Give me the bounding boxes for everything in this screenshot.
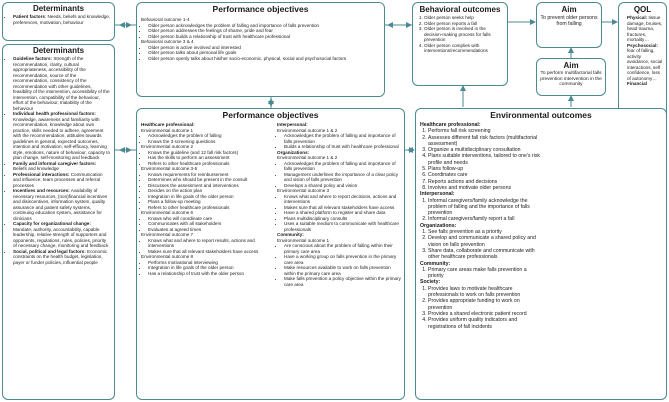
objective-item: • Make resources available to work on falls prevention within the primary care area [284,265,401,276]
patient-factors-text: : Needs, beliefs and knowledge, preferences, motivation, behaviour [13,14,111,25]
environmental-outcomes-box [415,108,667,400]
objective-item: • Has a relationship of trust with the older person [148,271,275,277]
determinant-text: Communication and influence, team processes and referral processes [13,171,103,188]
objective-item: • Acknowledges the problem of falling and importance of falls prevention [284,133,401,144]
environmental-outcome-item: 1. Informal caregivers/family acknowledge the problem of falling and the importance of falls prevention [428,198,540,217]
behavioral-outcome-item: 1. Older person seeks help [424,15,504,21]
aim-intervention-text: To perform multifactorial falls prevention intervention in the community [540,71,602,88]
objective-item: • Plans a follow-up meeting [148,199,275,205]
behavioral-outcomes-list [416,15,504,54]
objective-item: • Integration in life goals of the older person [148,194,275,200]
qol-box [618,2,667,122]
objective-item: • Knows the guideline (and 12 fall risk factors) [148,150,275,156]
objective-item: • Makes sure that all relevant stakeholders have access [284,205,401,211]
objective-item: • Knows who will coordinate care [148,216,275,222]
environmental-outcome-item: 2. Provides appropriate funding to work on prevention [428,298,540,311]
environmental-outcome-item: 1. Provides laws to motivate healthcare professionals to work on falls prevention [428,286,540,299]
determinant-text: Knowledge, awareness and familiarity with recommendation, knowledge about own practice, skills needed to adhere, agreement with the recommendation, attitudes towards guidelines in general, expected outcomes, intention and motivation, self-efficacy, learning style, emotions, nature of behaviour, capacity to plan change, self-monitoring and feedback [13,116,111,160]
objective-item: • Management underlines the importance of a clear policy and vision of falls prevention [284,172,401,183]
objective-item: • Older person acknowledges the problem of falling and importance of falls prevention [148,23,380,29]
objective-list [141,172,275,211]
actor-heading: Interpersonal: [420,191,455,198]
objective-list [141,216,275,233]
qol-label: Financial [627,81,647,86]
objective-item: • Develops a shared policy and vision [284,183,401,189]
environmental-outcome-item: 5. Plans follow-up [428,166,540,172]
determinants-list [6,56,111,265]
environmental-outcome-list [420,128,540,191]
patient-factors-label: Patient factors [13,14,45,19]
environmental-outcome-heading: Environmental outcome 3-5 [141,166,198,171]
objective-list [277,243,401,287]
determinant-label: Incentives and resources: [13,188,70,193]
objective-list [141,150,275,167]
objective-item: • Refers to other healthcare professionals [148,205,275,211]
objective-item: • Plans multidisciplinary consults [284,216,401,222]
environmental-outcome-item: 2. Assesses different fall risk factors (multifactorial assessment) [428,135,540,148]
objective-item: • Communicates with all stakeholders [148,221,275,227]
environmental-outcome-item: 3. Organize a multidisciplinary consultation [428,147,540,153]
objective-list [277,161,401,189]
performance-objectives-top-box [136,2,385,97]
objective-item: • Knows what and where to report decisions, actions and interventions [284,194,401,205]
objective-item: • Acknowledges the problem of falling [148,133,275,139]
objective-item: • Older person talks about personal life goals [148,50,380,56]
objective-item: • Knows what and where to report results, actions and interventions [148,238,275,249]
qol-item [627,81,664,87]
objective-item: • Knows requirements for reimbursement [148,172,275,178]
objective-item: • Knows the 3 screening questions [148,139,275,145]
environmental-outcome-heading: Environmental outcome 1 [141,127,194,133]
objective-item: • Has the skills to perform an assessment [148,155,275,161]
actor-heading: Healthcare professional: [420,122,481,128]
environmental-outcome-item: 2. Develop and communicate a shared policy and vision on falls prevention [428,235,540,248]
objective-item: • Determines who should be present in the consult [148,177,275,183]
qol-text: tissue damage, bruises, head trauma, fractures, mortality… [627,15,663,42]
environmental-outcome-list [420,229,540,260]
aim-intervention-title: Aim [563,61,579,70]
behavioral-outcomes-title: Behavioral outcomes [419,5,501,14]
environmental-outcome-heading: Environmental outcome 1 & 2 [277,127,338,133]
environmental-outcome-item: 2. Informal caregivers/family report a fall [428,216,540,222]
behavioral-outcome-item: 4. Older person complies with interventions/recommendations [424,43,504,54]
determinant-label: Professional interactions: [13,171,70,177]
determinant-item [13,161,111,172]
objective-list [277,194,401,233]
objective-item: • Refers to other healthcare professionals [148,161,275,167]
actor-heading: Healthcare professional: [141,122,195,127]
performance-objectives-bottom-box [136,108,405,400]
objective-list [141,23,380,40]
objective-item: • Decides on the action plan [148,188,275,194]
determinant-item [13,188,111,221]
environmental-outcome-item: 1. See falls prevention as a priority [428,229,540,235]
behavioral-outcome-item: 2. Older person reports a fall [424,21,504,27]
environmental-outcome-item: 1. Primary care areas make falls prevention a priority [428,267,540,280]
environmental-outcome-heading: Environmental outcome 1 [277,237,330,243]
objective-item: • Builds a relationship of trust with healthcare professional [284,144,401,150]
environmental-outcome-item: 3. Share data, collaborate and communicate with other healthcare professionals [428,248,540,261]
performance-objectives-top-list [141,17,380,61]
environmental-outcome-item: 6. Coordinates care [428,172,540,178]
objective-list [277,133,401,150]
objective-list [141,45,380,62]
objective-item: • Uses a suitable medium to communicate with healthcare professionals [284,221,401,232]
determinant-text: Beliefs and knowledge [13,166,59,171]
objective-item: • Older person addresses the feelings of shame, pride and fear [148,28,380,34]
determinants-patient-box [2,2,115,41]
performance-objectives-top-title: Performance objectives [212,4,309,14]
determinant-text: Strength of the recommendation, clarity, cultural appropriateness, accessibility of the recommendation, source of the recommendation, consistency of the recommendation with other guidelines, feasibility of the intervention, accessibility of the intervention, compatibility of the behaviour, effort of the behaviour, trialability of the behaviour [13,56,110,111]
behavioral-outcome-item: 3. Older person is involved in the decision-making process for falls prevention [424,26,504,43]
objective-item: • Older person openly talks about his/her socio-economic, physical, social and psychosocial factors [148,56,380,62]
objective-item: • Are conscious about the problem of falling within their primary care area [284,243,401,254]
actor-heading: Society: [420,279,441,286]
aim-prevent-box [536,2,602,48]
determinant-item [13,172,111,189]
environmental-outcome-item: 1. Performs fall risk screening [428,128,540,134]
behavioral-outcomes-box [412,2,508,86]
aim-prevent-text: To prevent older persons from falling [540,15,598,27]
determinants-main-title: Determinants [32,46,85,55]
determinant-item [13,221,111,249]
actor-heading: Organizations: [420,222,457,229]
environmental-outcome-item: 3. Provides a shared electronic patient record [428,311,540,317]
objective-list [141,133,275,144]
actor-heading: Interpersonal: [277,122,308,127]
determinant-label: Guideline factors: [13,56,53,61]
determinant-item [13,111,111,161]
objective-list [141,238,275,255]
aim-intervention-box [536,58,606,96]
actor-heading: Community: [277,232,304,237]
objective-item: • Make falls prevention a policy objective within the primary care area [284,276,401,287]
environmental-outcome-heading: Environmental outcome 2 [141,144,194,149]
objective-item: • Have a shared platform to register and share data [284,210,401,216]
performance-objectives-bottom-title: Performance objectives [222,110,319,120]
determinant-label: Social, political and legal factors: [13,248,86,254]
environmental-outcome-list [420,267,540,280]
determinants-patient-title: Determinants [32,4,85,13]
determinant-label: Individual health professional factors: [13,111,96,116]
qol-list [621,15,664,87]
determinant-item [13,56,111,111]
qol-title: QOL [633,5,652,14]
objective-item: • Evaluates at agreed times [148,227,275,233]
environmental-outcome-list [420,198,540,223]
environmental-outcome-heading: Environmental outcome 3 [277,188,330,193]
aim-prevent-title: Aim [561,5,577,14]
qol-item [627,43,664,82]
environmental-outcome-item: 8. Involves and motivate older persons [428,185,540,191]
actor-heading: Community: [420,260,451,267]
objective-list [141,260,275,277]
environmental-outcome-heading: Environmental outcome 8 [141,254,194,259]
objective-item: • Acknowledges the problem of falling and importance of falls prevention [284,161,401,172]
determinant-text: Mandate, authority, accountability, capable leadership, relative strength of supporters and opponents, regulations, rules, policies, priority of necessary change, monitoring and feedback [13,226,109,248]
determinant-label: Family and informal caregiver factors: [13,160,97,166]
performance-objectives-healthcare-column [141,122,275,276]
environmental-outcomes-title: Environmental outcomes [490,110,592,120]
qol-label: Physical: [627,15,648,20]
environmental-outcome-item: 4. Provides uniform quality indicators and registrations of fall incidents [428,317,540,330]
behavioral-outcome-heading: Behavioral outcome 3 & 4 [141,39,194,44]
environmental-outcome-heading: Environmental outcome 7 [141,232,194,237]
environmental-outcome-heading: Environmental outcome 1 & 2 [277,155,338,160]
objective-item: • Integration in life goals of the older person [148,265,275,271]
behavioral-outcome-heading: Behavioral outcome 1-4 [141,17,190,22]
actor-heading: Organizations: [277,149,310,155]
determinant-item [13,249,111,266]
environmental-outcome-heading: Environmental outcome 6 [141,210,194,215]
qol-text: fear of falling, activity avoidance, social interactions, self confidence, loss of autonomy… [627,48,663,81]
objective-item: • Makes sure that all relevant stakeholders have access [148,249,275,255]
qol-item [627,15,664,43]
objective-item: • Older person is active involved and interested [148,45,380,51]
objective-item: • Performs motivational interviewing [148,260,275,266]
environmental-outcome-item: 7. Reports actions and decisions [428,179,540,185]
determinants-main-box [2,44,115,400]
determinant-text: Availability of necessary resources, (non)financial incentives and disincentives, information system, quality assurance and patient safety systems, continuing education system, assistance for clinicians [13,188,108,221]
performance-objectives-other-column [277,122,401,287]
environmental-outcome-list [420,286,540,330]
qol-label: Psychosocial: [627,42,658,48]
objective-item: • Have a working group on falls prevention in the primary care area [284,254,401,265]
environmental-outcome-item: 4. Plans suitable interventions, tailored to one's risk profile and needs [428,153,540,166]
environmental-outcomes-list [420,122,540,330]
determinant-label: Capacity for organizational change: [13,221,91,226]
objective-item: • Discusses the assessment and interventions [148,183,275,189]
objective-item: • Older person builds a relationship of trust with healthcare professional [148,34,380,40]
determinant-text: Economic constraints on the health budget, legislation, payer or funder policies, influential people [13,248,108,265]
